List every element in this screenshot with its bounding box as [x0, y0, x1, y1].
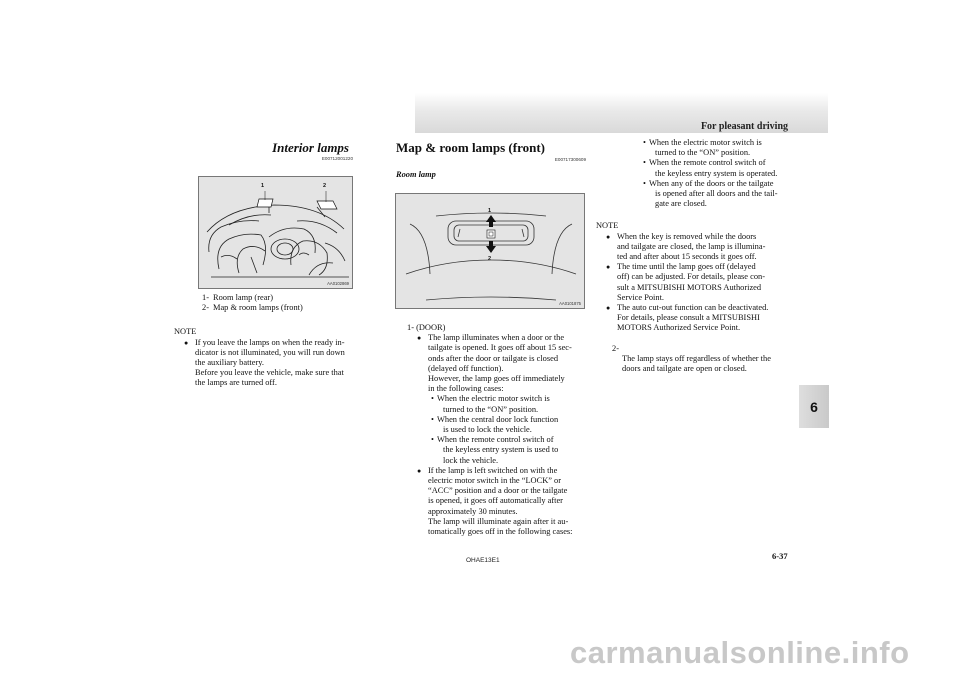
sub-bullet-item: • When the electric motor switch is turned to the “ON” position. — [643, 138, 762, 158]
bullet-icon: ● — [417, 334, 422, 343]
note-item: ● If you leave the lamps on when the ready in- dicator is not illuminated, you will run down the auxiliary battery. Before you leave the vehicle, make sure that the lamps are turned off. — [184, 337, 345, 388]
item-2-number: 2- — [612, 343, 619, 353]
figure-label-2: 2 — [323, 183, 327, 189]
section-code: E00717300609 — [554, 157, 586, 162]
page-number: 6-37 — [772, 551, 788, 561]
bullet-icon: ● — [417, 466, 422, 475]
sub-bullet-item: • When the central door lock function is used to lock the vehicle. — [431, 414, 559, 435]
note-heading: NOTE — [596, 221, 619, 231]
sub-bullet-item: • When the electric motor switch is turned to the “ON” position. — [431, 394, 550, 414]
figure-code: AA0101875 — [559, 301, 581, 306]
legend-item: 2- Map & room lamps (front) — [202, 303, 303, 313]
figure-label-2: 2 — [488, 256, 492, 262]
figure-label-1: 1 — [488, 208, 492, 214]
note-item: ● The time until the lamp goes off (delayed off) can be adjusted. For details, please con- sult a MITSUBISHI MOTORS Authorized Service Point. — [606, 262, 765, 302]
item-door-heading: 1- (DOOR) — [407, 323, 446, 332]
car-interior-illustration — [199, 177, 353, 289]
bullet-item: ● If the lamp is left switched on with the electric motor switch in the “LOCK” or “ACC” position and a door or the tailgate is opened, it goes off automatically after approximately 30 minutes. The lamp will illuminate again after it au- tomatically goes off in the following cases: — [417, 465, 573, 537]
figure-label-1: 1 — [261, 183, 265, 189]
room-lamp-figure — [395, 193, 585, 309]
left-text — [174, 293, 356, 389]
subsection-title-room-lamp: Room lamp — [396, 170, 436, 180]
bullet-icon: ● — [606, 304, 611, 313]
bullet-icon: ● — [606, 232, 611, 241]
note-item: ● The auto cut-out function can be deactivated. For details, please consult a MITSUBISHI MOTORS Authorized Service Point. — [606, 303, 769, 333]
section-title-map-room-lamps: Map & room lamps (front) — [396, 140, 546, 155]
right-text — [596, 138, 790, 374]
middle-text — [405, 323, 587, 537]
interior-lamps-figure — [198, 176, 353, 289]
watermark: carmanualsonline.info — [570, 635, 910, 670]
bullet-icon: ● — [606, 263, 611, 272]
sub-bullet-item: • When the remote control switch of the keyless entry system is operated. — [643, 158, 778, 178]
sub-bullet-item: • When any of the doors or the tailgate is opened after all doors and the tail- gate are closed. — [643, 178, 778, 209]
section-code: E00712001220 — [321, 156, 353, 162]
sub-bullet-item: • When the remote control switch of the keyless entry system is used to lock the vehicle. — [431, 435, 559, 465]
chapter-tab[interactable]: 6 — [799, 385, 829, 428]
note-item: ● When the key is removed while the doors and tailgate are closed, the lamp is illumina- ted and after about 15 seconds it goes off. — [606, 231, 766, 262]
figure-code: AA0102869 — [327, 281, 349, 286]
left-column — [198, 140, 353, 164]
bullet-icon: ● — [184, 338, 189, 347]
footer-code: OHAE13E1 — [466, 557, 500, 564]
middle-column — [396, 140, 586, 180]
bullet-item: ● The lamp illuminates when a door or the tailgate is opened. It goes off about 15 sec- onds after the door or tailgate is closed (delayed off function). However, the lamp goes off immediately in the following cases: • When the electric motor switch is turned to the “ON” position. • When the central door lock function is used to lock the vehicle. • When the remote control switch of the keyless entry system is used to lock the vehicle. — [417, 333, 587, 466]
section-title-interior-lamps: Interior lamps — [272, 140, 349, 155]
legend-item: 1- Room lamp (rear) — [202, 293, 273, 302]
note-heading: NOTE — [174, 327, 197, 337]
item-2-text: The lamp stays off regardless of whether the doors and tailgate are open or closed. — [622, 353, 771, 374]
header-title: For pleasant driving — [700, 121, 788, 132]
